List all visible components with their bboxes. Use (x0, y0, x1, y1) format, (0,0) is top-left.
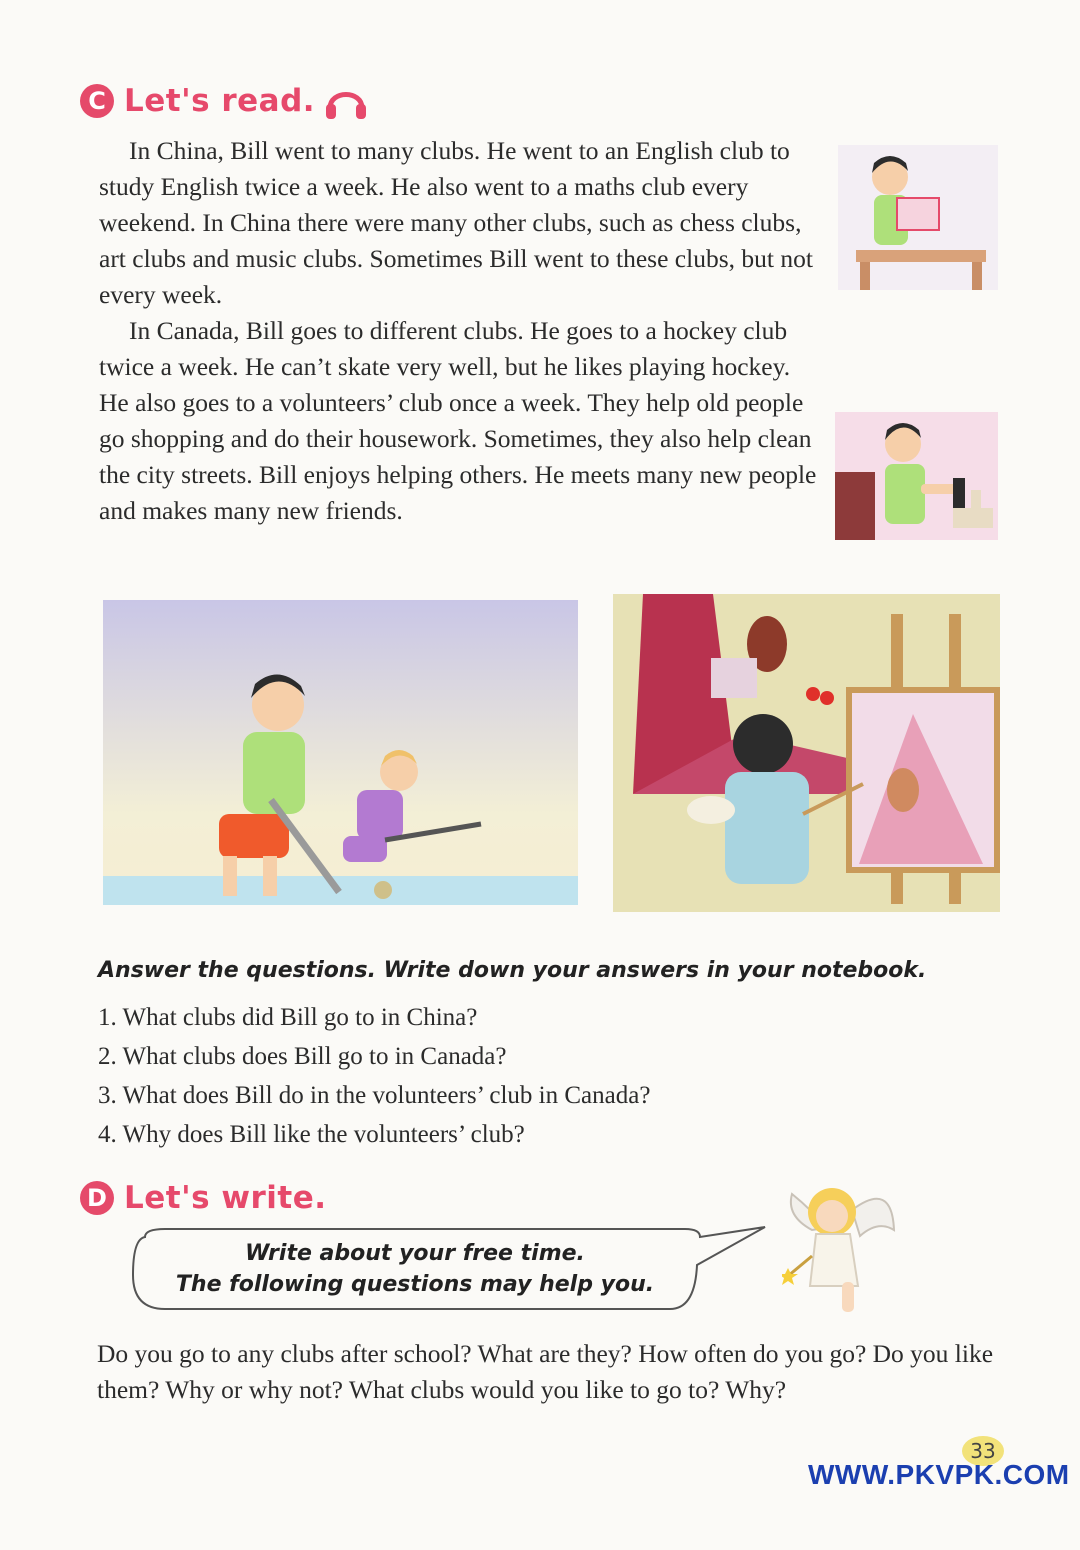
section-d-header (80, 1180, 327, 1216)
reading-paragraph-1: In China, Bill went to many clubs. He went to an English club to study English twice a week. He also went to a maths club every weekend. In China there were many other clubs, such as chess clubs, art clubs and music clubs. Sometimes Bill went to these clubs, but not every week. (99, 136, 813, 309)
boy-reading-picture (838, 145, 998, 290)
section-d-badge: D (80, 1181, 114, 1215)
watermark: WWW.PKVPK.COM (808, 1459, 1070, 1490)
bubble-line-1: Write about your free time. (245, 1241, 585, 1266)
question-item: 2. What clubs does Bill go to in Canada? (98, 1043, 507, 1070)
section-c-header (80, 80, 369, 122)
question-item: 1. What clubs did Bill go to in China? (98, 1004, 478, 1031)
painting-picture (613, 594, 1000, 912)
section-c-title: Let's read. (124, 83, 316, 119)
question-item: 4. Why does Bill like the volunteers’ club? (98, 1121, 525, 1148)
headphones-icon (323, 80, 369, 122)
section-d-title: Let's write. (124, 1180, 327, 1216)
writing-prompt: Do you go to any clubs after school? What are they? How often do you go? Do you like them? Why or why not? What clubs would you like to go to? Why? (97, 1339, 994, 1404)
page-number: 33 (962, 1436, 1004, 1466)
question-item: 3. What does Bill do in the volunteers’ club in Canada? (98, 1082, 651, 1109)
boy-chess-picture (835, 412, 998, 540)
bubble-line-2: The following questions may help you. (175, 1272, 655, 1297)
hockey-picture (103, 600, 578, 905)
reading-paragraph-2: In Canada, Bill goes to different clubs. He goes to a hockey club twice a week. He can’t skate very well, but he likes playing hockey. He also goes to a volunteers’ club once a week. They help old people go shopping and do their housework. Sometimes, they also help clean the city streets. Bill enjoys helping others. He meets many new people and makes many new friends. (99, 316, 817, 525)
angel-picture (782, 1170, 900, 1318)
section-c-badge: C (80, 84, 114, 118)
questions-heading: Answer the questions. Write down your answers in your notebook. (98, 958, 927, 983)
questions-list (98, 998, 650, 1154)
bubble-text (150, 1238, 680, 1300)
